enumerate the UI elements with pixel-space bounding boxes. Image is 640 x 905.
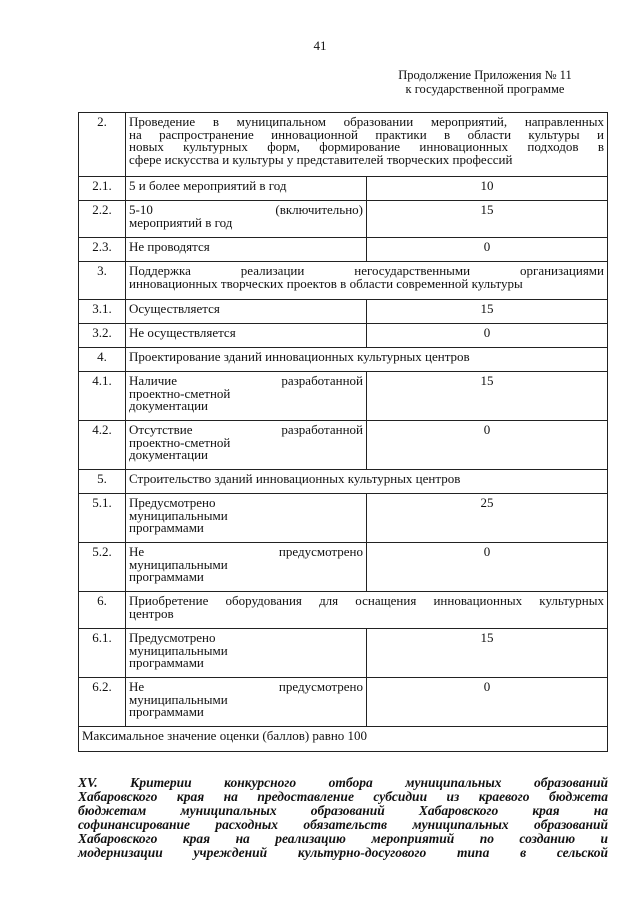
text-line: Предусмотрено	[129, 630, 216, 645]
text-line: сфере искусства и культуры у представителей творческих профессий	[129, 151, 513, 167]
appendix-line-2: к государственной программе	[405, 82, 565, 96]
table-row	[79, 238, 608, 262]
row-number: 6.2.	[79, 678, 126, 727]
table-row	[79, 372, 608, 421]
table-row-total	[79, 727, 608, 752]
text-line: программами	[129, 569, 204, 585]
table-row	[79, 324, 608, 348]
table-row	[79, 470, 608, 494]
text-line: программами	[129, 520, 204, 536]
table-row	[79, 177, 608, 201]
option-label: Не осуществляется	[126, 324, 367, 348]
table-row	[79, 494, 608, 543]
row-number: 5.2.	[79, 543, 126, 592]
score-value: 15	[367, 629, 608, 678]
heading-line: бюджетам муниципальных образований Хабаровского края на	[78, 803, 608, 818]
text-line: Приобретение оборудования для оснащения инновационных культурных	[129, 593, 604, 608]
score-value: 0	[367, 324, 608, 348]
appendix-reference	[360, 68, 610, 96]
table-row	[79, 113, 608, 177]
option-label	[126, 372, 367, 421]
row-number: 4.2.	[79, 421, 126, 470]
criterion-heading	[126, 592, 608, 629]
table-row	[79, 300, 608, 324]
row-number: 2.	[79, 113, 126, 177]
max-score-note: Максимальное значение оценки (баллов) равно 100	[79, 727, 608, 752]
row-number: 5.1.	[79, 494, 126, 543]
text-line: Поддержка реализации негосударственными организациями	[129, 263, 604, 278]
score-value: 15	[367, 300, 608, 324]
row-number: 2.1.	[79, 177, 126, 201]
option-label	[126, 421, 367, 470]
table-row	[79, 262, 608, 300]
score-value: 10	[367, 177, 608, 201]
text-line: Отсутствие разработанной	[129, 422, 363, 437]
heading-line: софинансирование расходных обязательств муниципальных образований	[78, 817, 608, 832]
criterion-heading	[126, 262, 608, 300]
heading-line: XV. Критерии конкурсного отбора муниципальных образований	[78, 775, 608, 790]
text-line: мероприятий в год	[129, 214, 233, 230]
text-line: муниципальными	[129, 507, 228, 523]
row-number: 6.	[79, 592, 126, 629]
table-row	[79, 421, 608, 470]
text-line: Не предусмотрено	[129, 544, 363, 559]
text-line: Строительство зданий инновационных культурных центров	[129, 471, 461, 486]
row-number: 4.1.	[79, 372, 126, 421]
text-line: центров	[129, 605, 174, 621]
row-number: 3.1.	[79, 300, 126, 324]
row-number: 2.3.	[79, 238, 126, 262]
text-line: документации	[129, 447, 209, 463]
score-value: 0	[367, 421, 608, 470]
score-value: 0	[367, 678, 608, 727]
text-line: Не предусмотрено	[129, 679, 363, 694]
text-line: программами	[129, 655, 204, 671]
text-line: муниципальными	[129, 691, 228, 707]
appendix-line-1: Продолжение Приложения № 11	[398, 68, 572, 82]
criterion-heading	[126, 113, 608, 177]
option-label	[126, 494, 367, 543]
text-line: проектно-сметной	[129, 385, 231, 401]
option-label: 5 и более мероприятий в год	[126, 177, 367, 201]
row-number: 4.	[79, 348, 126, 372]
row-number: 2.2.	[79, 201, 126, 238]
option-label	[126, 201, 367, 238]
score-value: 0	[367, 238, 608, 262]
heading-line: модернизации учреждений культурно-досугового типа в сельской	[78, 845, 608, 860]
criteria-table	[78, 112, 608, 752]
text-line: Проведение в муниципальном образовании мероприятий, направленных	[129, 114, 604, 129]
option-label	[126, 543, 367, 592]
text-line: программами	[129, 704, 204, 720]
option-label	[126, 629, 367, 678]
criterion-heading	[126, 470, 608, 494]
text-line: новых культурных форм, формирование инновационных подходов в	[129, 139, 604, 155]
score-value: 0	[367, 543, 608, 592]
table-row	[79, 348, 608, 372]
row-number: 5.	[79, 470, 126, 494]
text-line: проектно-сметной	[129, 434, 231, 450]
text-line: Проектирование зданий инновационных культурных центров	[129, 349, 470, 364]
text-line: Наличие разработанной	[129, 373, 363, 388]
table-row	[79, 678, 608, 727]
text-line: документации	[129, 398, 209, 414]
score-value: 15	[367, 201, 608, 238]
table-row	[79, 629, 608, 678]
heading-line: Хабаровского края на реализацию мероприятий по созданию и	[78, 831, 608, 846]
text-line: на распространение инновационной практики в области культуры и	[129, 126, 604, 142]
text-line: муниципальными	[129, 556, 228, 572]
text-line: инновационных творческих проектов в области современной культуры	[129, 275, 523, 291]
criterion-heading	[126, 348, 608, 372]
text-line: Предусмотрено	[129, 495, 216, 510]
heading-line: Хабаровского края на предоставление субсидии из краевого бюджета	[78, 789, 608, 804]
table-row	[79, 543, 608, 592]
table-row	[79, 592, 608, 629]
text-line: 5-10 (включительно)	[129, 202, 363, 217]
option-label	[126, 678, 367, 727]
row-number: 3.2.	[79, 324, 126, 348]
option-label: Осуществляется	[126, 300, 367, 324]
score-value: 15	[367, 372, 608, 421]
score-value: 25	[367, 494, 608, 543]
section-heading	[78, 776, 608, 860]
row-number: 6.1.	[79, 629, 126, 678]
option-label: Не проводятся	[126, 238, 367, 262]
row-number: 3.	[79, 262, 126, 300]
page-number: 41	[313, 38, 327, 53]
table-row	[79, 201, 608, 238]
text-line: муниципальными	[129, 642, 228, 658]
